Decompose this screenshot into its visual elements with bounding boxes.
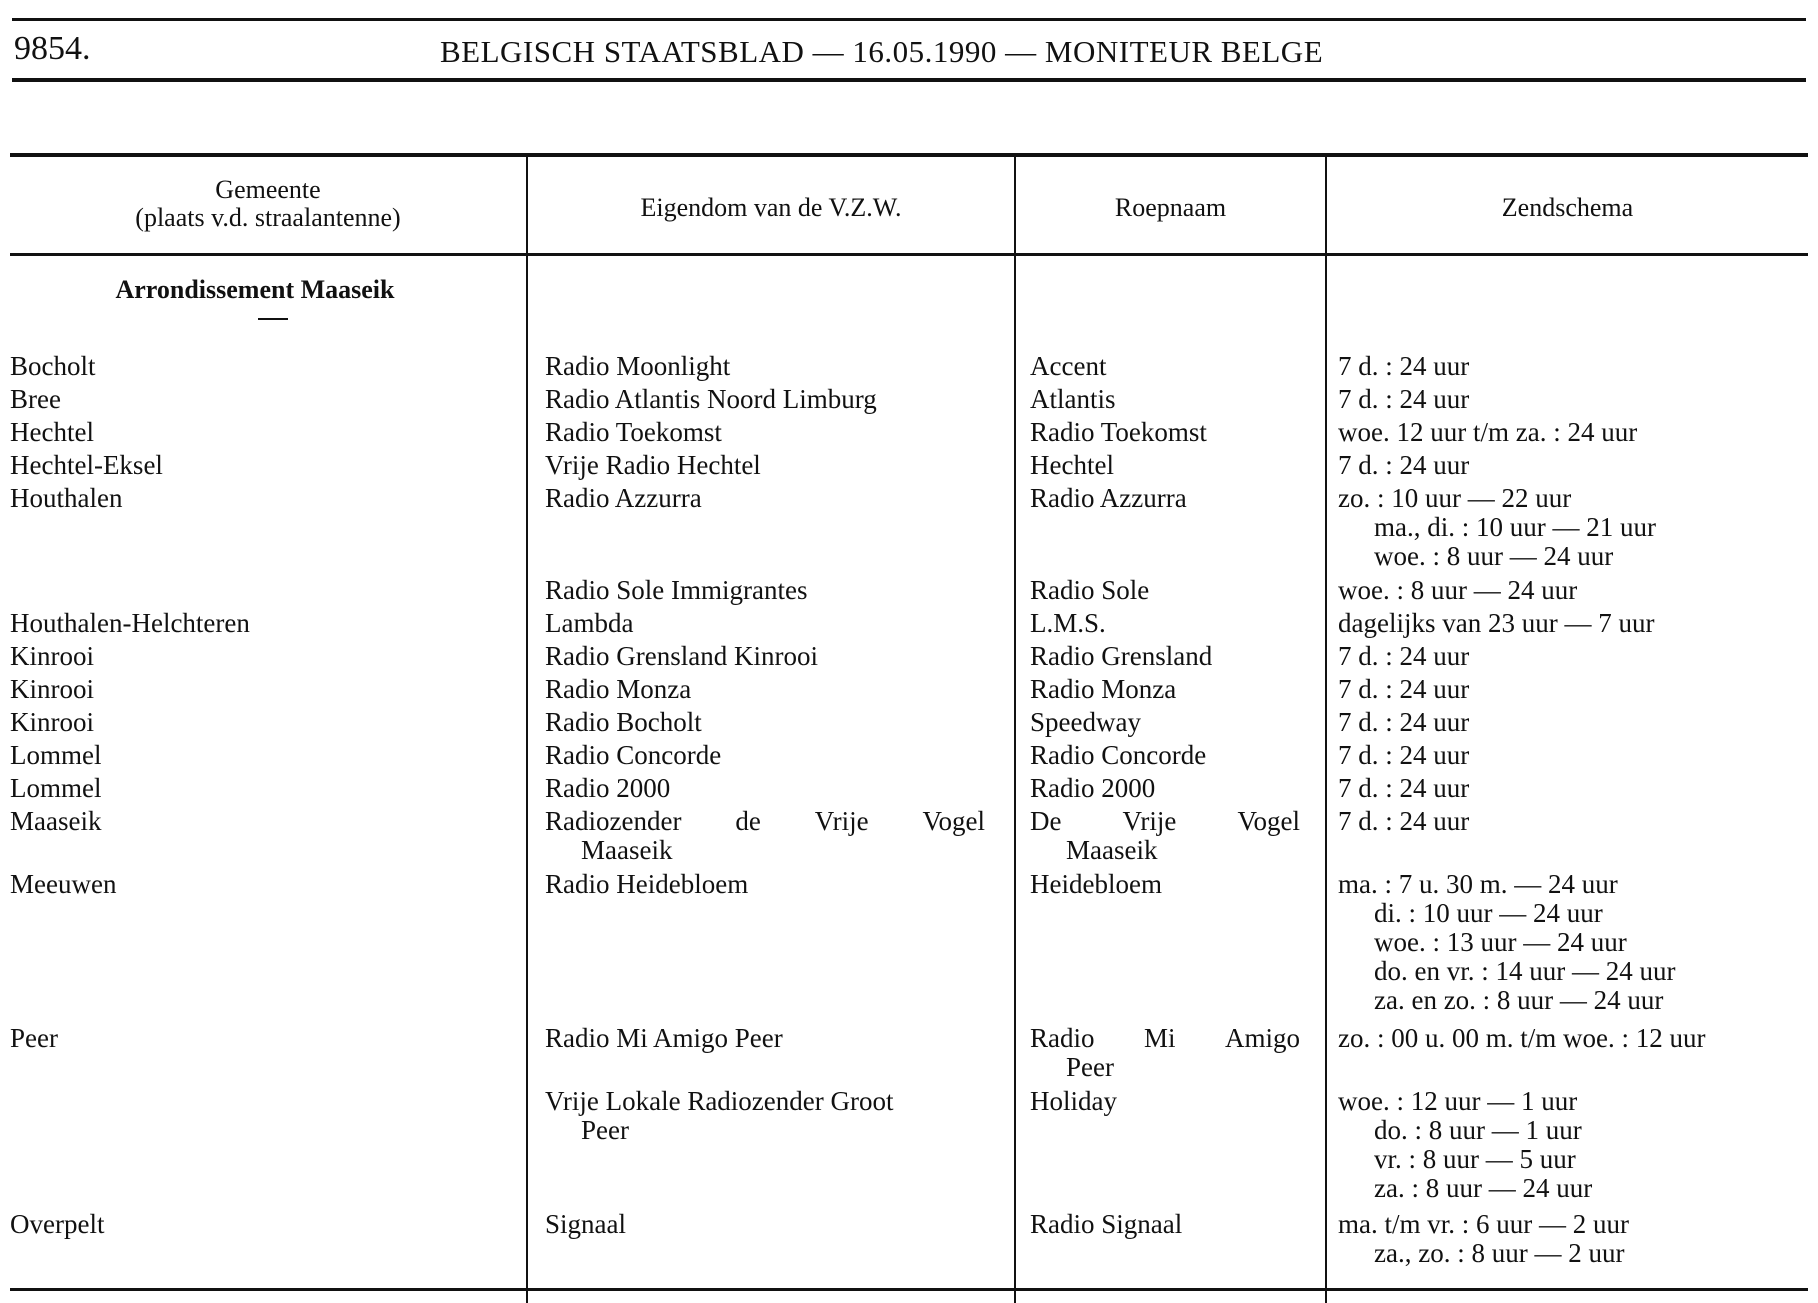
cell-zendschema	[1338, 774, 1808, 803]
cell-gemeente: Hechtel-Eksel	[10, 450, 163, 480]
cell-roepnaam: Radio Sole	[1030, 575, 1150, 605]
section-title: Arrondissement Maaseik	[115, 275, 395, 304]
cell-gemeente: Hechtel	[10, 417, 94, 447]
roepnaam-line2: Peer	[1066, 1052, 1114, 1082]
cell-zendschema	[1338, 352, 1808, 381]
cell-gemeente: Peer	[10, 1023, 58, 1053]
eigendom-word: Radiozender	[545, 806, 682, 836]
schedule-line: woe. 12 uur t/m za. : 24 uur	[1338, 417, 1638, 447]
schedule-line: 7 d. : 24 uur	[1338, 351, 1470, 381]
header-top-rule	[12, 18, 1806, 21]
cell-gemeente: Lommel	[10, 740, 102, 770]
schedule-line: 7 d. : 24 uur	[1338, 740, 1470, 770]
cell-eigendom	[545, 1087, 985, 1145]
roepnaam-line1	[1030, 1024, 1300, 1053]
cell-zendschema	[1338, 708, 1808, 737]
cell-eigendom: Radio Sole Immigrantes	[545, 575, 808, 605]
schedule-line: woe. : 8 uur — 24 uur	[1374, 541, 1614, 571]
schedule-line: 7 d. : 24 uur	[1338, 674, 1470, 704]
cell-zendschema	[1338, 451, 1808, 480]
cell-gemeente: Kinrooi	[10, 707, 94, 737]
eigendom-line1: Vrije Lokale Radiozender Groot	[545, 1086, 894, 1116]
cell-roepnaam: Radio Monza	[1030, 674, 1177, 704]
page-number: 9854.	[14, 30, 91, 67]
schedule-line: dagelijks van 23 uur — 7 uur	[1338, 608, 1655, 638]
cell-eigendom: Vrije Radio Hechtel	[545, 450, 761, 480]
roepnaam-line1	[1030, 807, 1300, 836]
cell-zendschema	[1338, 870, 1808, 1015]
roepnaam-word: De	[1030, 806, 1062, 836]
cell-eigendom: Radio Atlantis Noord Limburg	[545, 384, 877, 414]
cell-zendschema	[1338, 675, 1808, 704]
roepnaam-line2: Maaseik	[1066, 835, 1158, 865]
cell-eigendom: Radio 2000	[545, 773, 671, 803]
cell-roepnaam: L.M.S.	[1030, 608, 1106, 638]
cell-eigendom: Lambda	[545, 608, 634, 638]
table-bottom-rule	[10, 1288, 1808, 1291]
schedule-line: di. : 10 uur — 24 uur	[1374, 898, 1603, 928]
schedule-line: za. : 8 uur — 24 uur	[1374, 1173, 1593, 1203]
eigendom-word: de	[735, 806, 761, 836]
schedule-line: za. en zo. : 8 uur — 24 uur	[1374, 985, 1664, 1015]
column-divider-2	[1014, 155, 1016, 1303]
table-top-rule	[10, 153, 1808, 157]
cell-zendschema	[1338, 1210, 1808, 1268]
page-title: BELGISCH STAATSBLAD — 16.05.1990 — MONITEUR BELGE	[440, 34, 1324, 69]
cell-zendschema	[1338, 1024, 1808, 1053]
schedule-line: 7 d. : 24 uur	[1338, 806, 1470, 836]
column-header-roepnaam: Roepnaam	[1114, 193, 1227, 222]
eigendom-line2: Maaseik	[581, 835, 673, 865]
table-header-rule	[10, 253, 1808, 256]
cell-roepnaam: Radio Toekomst	[1030, 417, 1207, 447]
cell-eigendom: Radio Concorde	[545, 740, 722, 770]
cell-roepnaam	[1030, 1024, 1300, 1082]
cell-zendschema	[1338, 642, 1808, 671]
cell-gemeente: Maaseik	[10, 806, 102, 836]
cell-roepnaam: Radio Signaal	[1030, 1209, 1183, 1239]
cell-zendschema	[1338, 1087, 1808, 1203]
column-divider-1	[526, 155, 528, 1303]
roepnaam-word: Amigo	[1224, 1023, 1300, 1053]
cell-roepnaam: Hechtel	[1030, 450, 1114, 480]
roepnaam-word: Mi	[1143, 1023, 1176, 1053]
cell-gemeente: Bree	[10, 384, 61, 414]
cell-eigendom: Radio Heidebloem	[545, 869, 749, 899]
schedule-line: 7 d. : 24 uur	[1338, 384, 1470, 414]
cell-roepnaam: Holiday	[1030, 1086, 1117, 1116]
eigendom-word: Vogel	[922, 806, 985, 836]
cell-roepnaam: Radio Grensland	[1030, 641, 1213, 671]
cell-eigendom: Radio Moonlight	[545, 351, 731, 381]
cell-eigendom	[545, 807, 985, 865]
cell-gemeente: Houthalen	[10, 483, 123, 513]
cell-zendschema	[1338, 609, 1808, 638]
schedule-line: za., zo. : 8 uur — 2 uur	[1374, 1238, 1625, 1268]
schedule-line: zo. : 10 uur — 22 uur	[1338, 483, 1572, 513]
schedule-line: ma. : 7 u. 30 m. — 24 uur	[1338, 869, 1618, 899]
schedule-line: 7 d. : 24 uur	[1338, 641, 1470, 671]
column-header-gemeente-line2: (plaats v.d. straalantenne)	[135, 203, 401, 232]
cell-eigendom: Signaal	[545, 1209, 626, 1239]
column-header-eigendom: Eigendom van de V.Z.W.	[640, 193, 902, 222]
header-bottom-rule	[12, 78, 1806, 82]
column-header-gemeente	[10, 176, 526, 232]
cell-roepnaam: Radio 2000	[1030, 773, 1156, 803]
cell-gemeente: Lommel	[10, 773, 102, 803]
cell-zendschema	[1338, 484, 1808, 571]
schedule-line: do. en vr. : 14 uur — 24 uur	[1374, 956, 1676, 986]
cell-eigendom: Radio Grensland Kinrooi	[545, 641, 818, 671]
cell-zendschema	[1338, 807, 1808, 836]
cell-roepnaam: Heidebloem	[1030, 869, 1162, 899]
schedule-line: 7 d. : 24 uur	[1338, 450, 1470, 480]
cell-eigendom: Radio Mi Amigo Peer	[545, 1023, 783, 1053]
cell-zendschema	[1338, 418, 1808, 447]
cell-zendschema	[1338, 385, 1808, 414]
cell-roepnaam	[1030, 807, 1300, 865]
cell-zendschema	[1338, 741, 1808, 770]
eigendom-line2: Peer	[581, 1115, 629, 1145]
cell-gemeente: Kinrooi	[10, 674, 94, 704]
schedule-line: vr. : 8 uur — 5 uur	[1374, 1144, 1576, 1174]
schedule-line: woe. : 12 uur — 1 uur	[1338, 1086, 1578, 1116]
cell-roepnaam: Radio Concorde	[1030, 740, 1207, 770]
cell-eigendom: Radio Bocholt	[545, 707, 702, 737]
cell-zendschema	[1338, 576, 1808, 605]
cell-roepnaam: Speedway	[1030, 707, 1141, 737]
schedule-line: woe. : 13 uur — 24 uur	[1374, 927, 1627, 957]
cell-gemeente: Houthalen-Helchteren	[10, 608, 250, 638]
cell-eigendom: Radio Toekomst	[545, 417, 722, 447]
schedule-line: ma., di. : 10 uur — 21 uur	[1374, 512, 1656, 542]
schedule-line: 7 d. : 24 uur	[1338, 707, 1470, 737]
schedule-line: woe. : 8 uur — 24 uur	[1338, 575, 1578, 605]
cell-gemeente: Meeuwen	[10, 869, 117, 899]
eigendom-word: Vrije	[814, 806, 869, 836]
column-header-zendschema: Zendschema	[1501, 193, 1634, 222]
cell-roepnaam: Atlantis	[1030, 384, 1116, 414]
cell-eigendom: Radio Monza	[545, 674, 692, 704]
roepnaam-word: Vogel	[1237, 806, 1300, 836]
roepnaam-word: Radio	[1030, 1023, 1095, 1053]
roepnaam-word: Vrije	[1122, 806, 1177, 836]
cell-gemeente: Overpelt	[10, 1209, 105, 1239]
cell-gemeente: Kinrooi	[10, 641, 94, 671]
cell-eigendom: Radio Azzurra	[545, 483, 702, 513]
schedule-line: zo. : 00 u. 00 m. t/m woe. : 12 uur	[1338, 1023, 1706, 1053]
cell-roepnaam: Radio Azzurra	[1030, 483, 1187, 513]
eigendom-line1	[545, 807, 985, 836]
schedule-line: do. : 8 uur — 1 uur	[1374, 1115, 1582, 1145]
section-dash	[258, 318, 288, 320]
schedule-line: 7 d. : 24 uur	[1338, 773, 1470, 803]
cell-roepnaam: Accent	[1030, 351, 1107, 381]
column-divider-3	[1325, 155, 1327, 1303]
column-header-gemeente-line1: Gemeente	[215, 175, 321, 204]
cell-gemeente: Bocholt	[10, 351, 96, 381]
schedule-line: ma. t/m vr. : 6 uur — 2 uur	[1338, 1209, 1629, 1239]
